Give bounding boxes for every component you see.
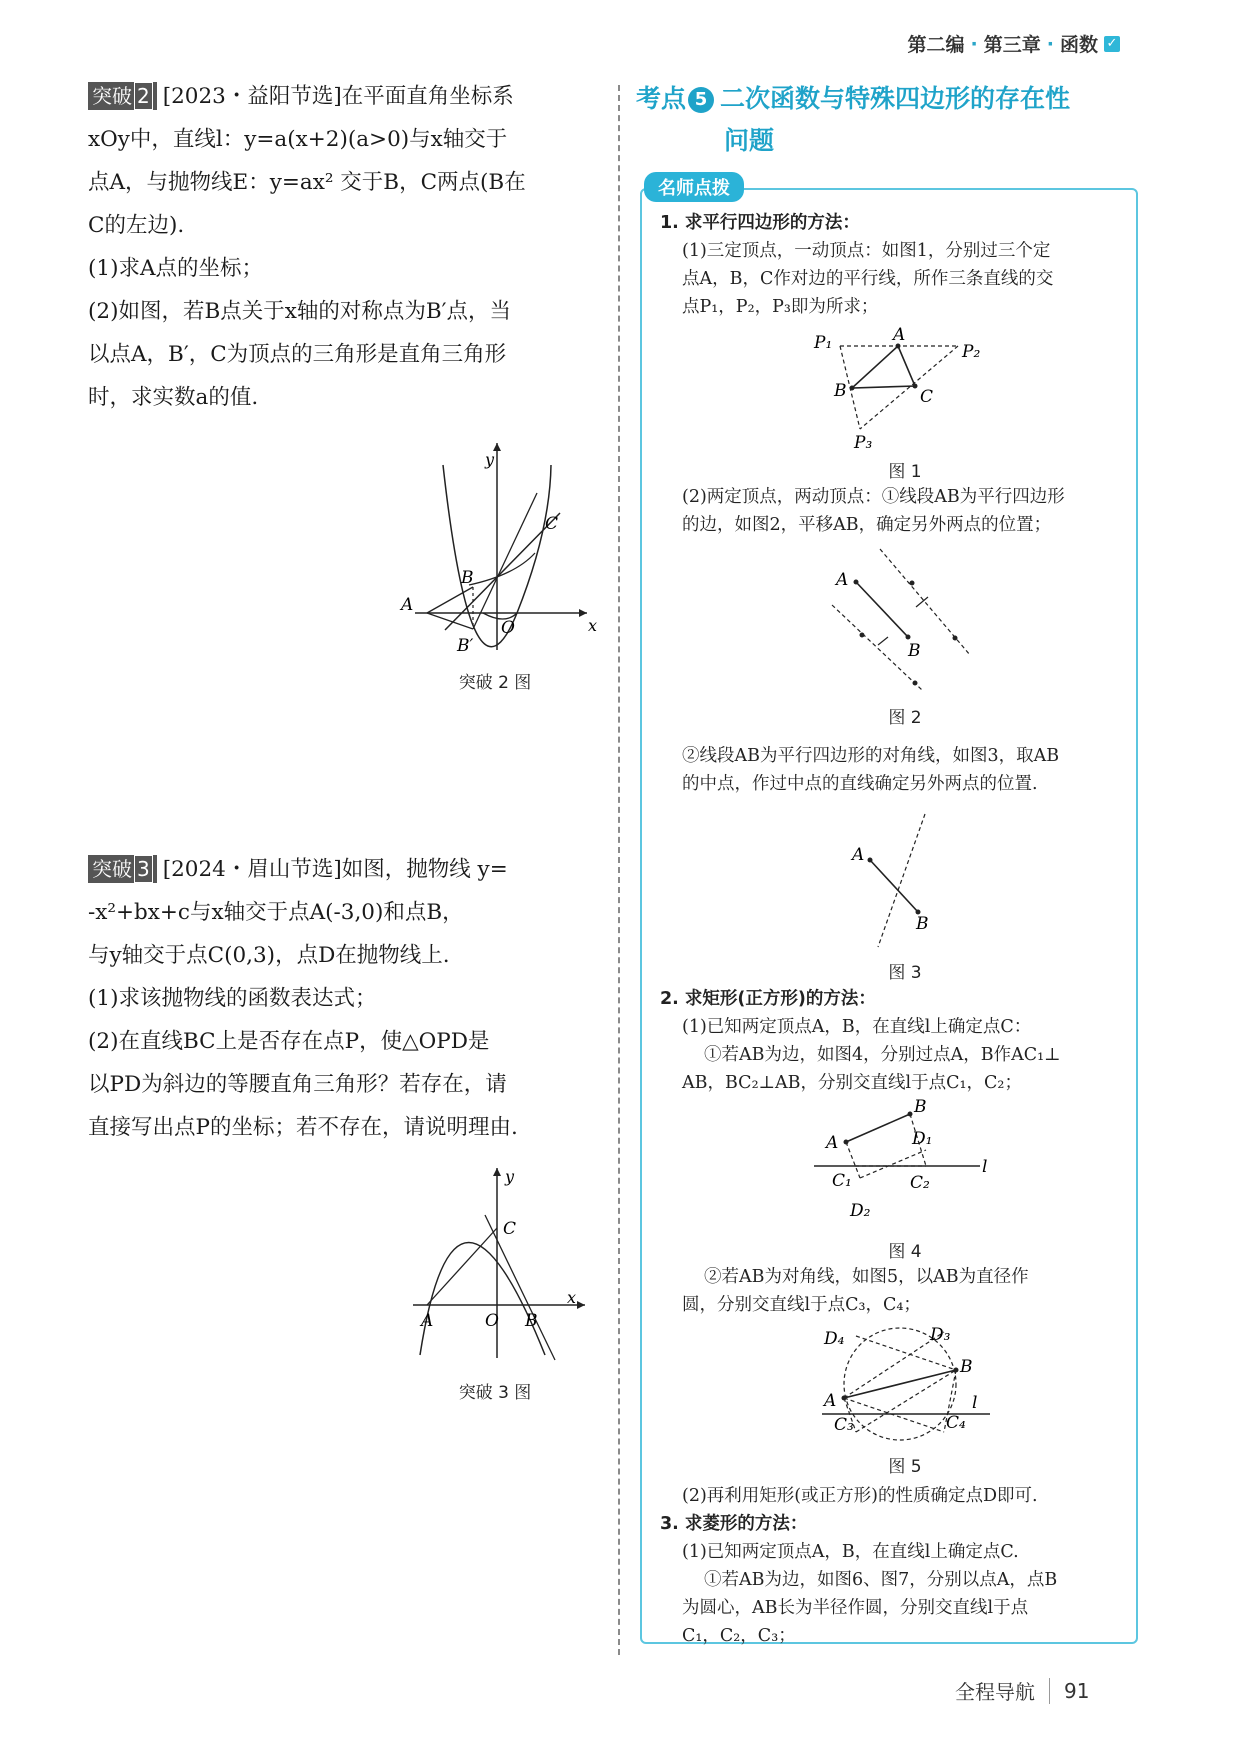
footer-brand: 全程导航 <box>955 1680 1035 1704</box>
tips-s1-a: (1)三定顶点，一动顶点：如图1，分别过三个定 点A，B，C作对边的平行线，所作三条直线的交 点P₁，P₂，P₃即为所求； <box>682 241 1054 317</box>
label-a: A <box>401 595 414 615</box>
problem-3-caption: 突破 3 图 <box>458 1383 532 1403</box>
label-x: x <box>567 1288 577 1307</box>
problem-2-line-4: C的左边). <box>88 213 185 238</box>
svg-text:D₄: D₄ <box>824 1329 845 1349</box>
svg-text:A: A <box>826 1133 839 1153</box>
problem-2-line-5: (1)求A点的坐标； <box>88 256 263 281</box>
tips-s1-title: 1. 求平行四边形的方法： <box>660 213 860 233</box>
header-part: 第二编 <box>907 34 965 56</box>
segment-ab <box>856 582 908 637</box>
x-axis-arrow-icon <box>577 1301 585 1309</box>
segment-ab <box>870 860 918 912</box>
label-a: A <box>421 1311 434 1331</box>
section-number: 5 <box>688 87 714 113</box>
label-x: x <box>588 616 598 635</box>
parabola <box>420 1243 545 1356</box>
problem-2-line-1: 突破 2 [2023・益阳节选]在平面直角坐标系 <box>88 75 588 118</box>
svg-text:A: A <box>836 570 849 590</box>
svg-text:C₃: C₃ <box>834 1415 854 1435</box>
label-o: O <box>485 1311 499 1331</box>
tips-s2-a: (1)已知两定顶点A，B，在直线l上确定点C： ①若AB为边，如图4，分别过点A，B作AC₁⊥ AB，BC₂⊥AB，分别交直线l于点C₁，C₂； <box>682 1017 1061 1093</box>
tips-s3-title: 3. 求菱形的方法： <box>660 1514 808 1534</box>
svg-text:B: B <box>834 381 847 401</box>
problem-3-line-6: 以PD为斜边的等腰直角三角形？若存在，请 <box>88 1072 507 1097</box>
problem-3-figure <box>405 1160 595 1360</box>
figure-2 <box>820 545 990 695</box>
svg-text:P₁: P₁ <box>814 333 833 353</box>
label-y: y <box>505 1167 515 1186</box>
section-title: 考点 5 二次函数与特殊四边形的存在性 问题 <box>636 84 1071 155</box>
figure-3 <box>840 812 960 952</box>
label-c: C <box>545 514 559 534</box>
label-y: y <box>485 450 495 469</box>
segment-a-bprime <box>427 613 473 629</box>
figure-4-caption: 图 4 <box>888 1242 922 1262</box>
segment-ab <box>846 1114 910 1142</box>
svg-text:C₁: C₁ <box>832 1171 852 1191</box>
label-b: B <box>461 568 474 588</box>
svg-text:P₂: P₂ <box>962 342 981 362</box>
problem-2-line-6: (2)如图，若B点关于x轴的对称点为B′点，当 <box>88 299 512 324</box>
problem-2-line-2: xOy中，直线l：y=a(x+2)(a>0)与x轴交于 <box>88 127 508 152</box>
tips-s1-c: ②线段AB为平行四边形的对角线，如图3，取AB 的中点，作过中点的直线确定另外两点的位置. <box>682 746 1060 794</box>
tips-badge: 名师点拨 <box>644 172 744 202</box>
problem-3-tag: 突破 3 <box>88 855 157 883</box>
problem-2-line-3: 点A，与抛物线E：y=ax² 交于B，C两点(B在 <box>88 170 526 195</box>
tips-s2-title: 2. 求矩形(正方形)的方法： <box>660 989 876 1009</box>
figure-5-caption: 图 5 <box>888 1457 922 1477</box>
label-c: C <box>503 1219 517 1239</box>
figure-3-caption: 图 3 <box>888 963 922 983</box>
page-header: 第二编 · 第三章 · 函数 ✓ <box>908 30 1120 57</box>
svg-text:B: B <box>916 914 929 934</box>
svg-text:B: B <box>960 1357 973 1377</box>
tips-s1-b: (2)两定顶点，两动顶点：①线段AB为平行四边形 的边，如图2，平移AB，确定另外两点的位置； <box>682 487 1065 535</box>
svg-text:D₂: D₂ <box>850 1201 871 1221</box>
tips-s2-c: (2)再利用矩形(或正方形)的性质确定点D即可. <box>682 1486 1038 1506</box>
svg-text:B: B <box>914 1097 927 1117</box>
problem-2-caption: 突破 2 图 <box>458 673 532 693</box>
line-b-c <box>485 1215 555 1360</box>
figure-4 <box>810 1097 1000 1230</box>
header-chapter: 第三章 <box>983 34 1041 56</box>
segment-ab <box>844 1370 956 1398</box>
problem-3-line-3: 与y轴交于点C(0,3)，点D在抛物线上. <box>88 943 450 968</box>
svg-text:D₃: D₃ <box>930 1325 951 1345</box>
problem-2-figure <box>401 435 598 656</box>
header-topic: 函数 <box>1059 34 1098 56</box>
problem-3-line-1: 突破 3 [2024・眉山节选]如图，抛物线 y= <box>88 848 588 891</box>
svg-text:D₁: D₁ <box>912 1129 933 1149</box>
tips-s2-b: ②若AB为对角线，如图5，以AB为直径作 圆，分别交直线l于点C₃，C₄； <box>682 1267 1029 1315</box>
label-b: B <box>525 1311 538 1331</box>
svg-text:B: B <box>908 641 921 661</box>
y-axis-arrow-icon <box>493 1168 501 1176</box>
y-axis-arrow-icon <box>493 443 501 451</box>
column-divider <box>618 85 620 1655</box>
svg-text:P₃: P₃ <box>854 433 873 453</box>
problem-2-line-7: 以点A，B′，C为顶点的三角形是直角三角形 <box>88 342 507 367</box>
svg-text:C: C <box>920 387 934 407</box>
problem-2-tag: 突破 2 <box>88 82 157 110</box>
problem-2 <box>88 75 588 419</box>
svg-text:l: l <box>982 1157 988 1177</box>
label-o: O <box>501 618 515 638</box>
problem-3 <box>88 848 588 1149</box>
problem-3-line-5: (2)在直线BC上是否存在点P，使△OPD是 <box>88 1029 490 1054</box>
page-number: 91 <box>1064 1678 1090 1703</box>
problem-3-line-2: -x²+bx+c与x轴交于点A(-3,0)和点B， <box>88 900 464 925</box>
problem-3-line-7: 直接写出点P的坐标；若不存在，请说明理由. <box>88 1115 518 1140</box>
footer-separator <box>1049 1678 1050 1704</box>
page-footer <box>955 1676 1089 1705</box>
problem-3-line-4: (1)求该抛物线的函数表达式； <box>88 986 377 1011</box>
tips-s3-a: (1)已知两定顶点A，B，在直线l上确定点C. ①若AB为边，如图6、图7，分别以点A，点B 为圆心，AB长为半径作圆，分别交直线l于点 C₁，C₂，C₃； <box>682 1542 1058 1646</box>
svg-text:C₄: C₄ <box>946 1413 966 1433</box>
figure-2-caption: 图 2 <box>888 708 922 728</box>
check-icon: ✓ <box>1104 36 1120 52</box>
svg-text:A: A <box>824 1391 837 1411</box>
parabola-e-arm <box>469 553 535 585</box>
figure-1-caption: 图 1 <box>888 462 922 482</box>
figure-5 <box>820 1320 1010 1450</box>
segment-a-c <box>427 1228 497 1305</box>
svg-text:C₂: C₂ <box>910 1173 930 1193</box>
label-bprime: B′ <box>457 636 474 656</box>
svg-text:A: A <box>852 845 865 865</box>
x-axis-arrow-icon <box>579 609 587 617</box>
svg-text:A: A <box>893 325 906 345</box>
figure-1 <box>810 324 1000 454</box>
problem-2-line-8: 时，求实数a的值. <box>88 385 259 410</box>
arrow-down-icon <box>878 637 888 645</box>
triangle-abc <box>852 346 915 388</box>
svg-text:l: l <box>972 1393 978 1413</box>
